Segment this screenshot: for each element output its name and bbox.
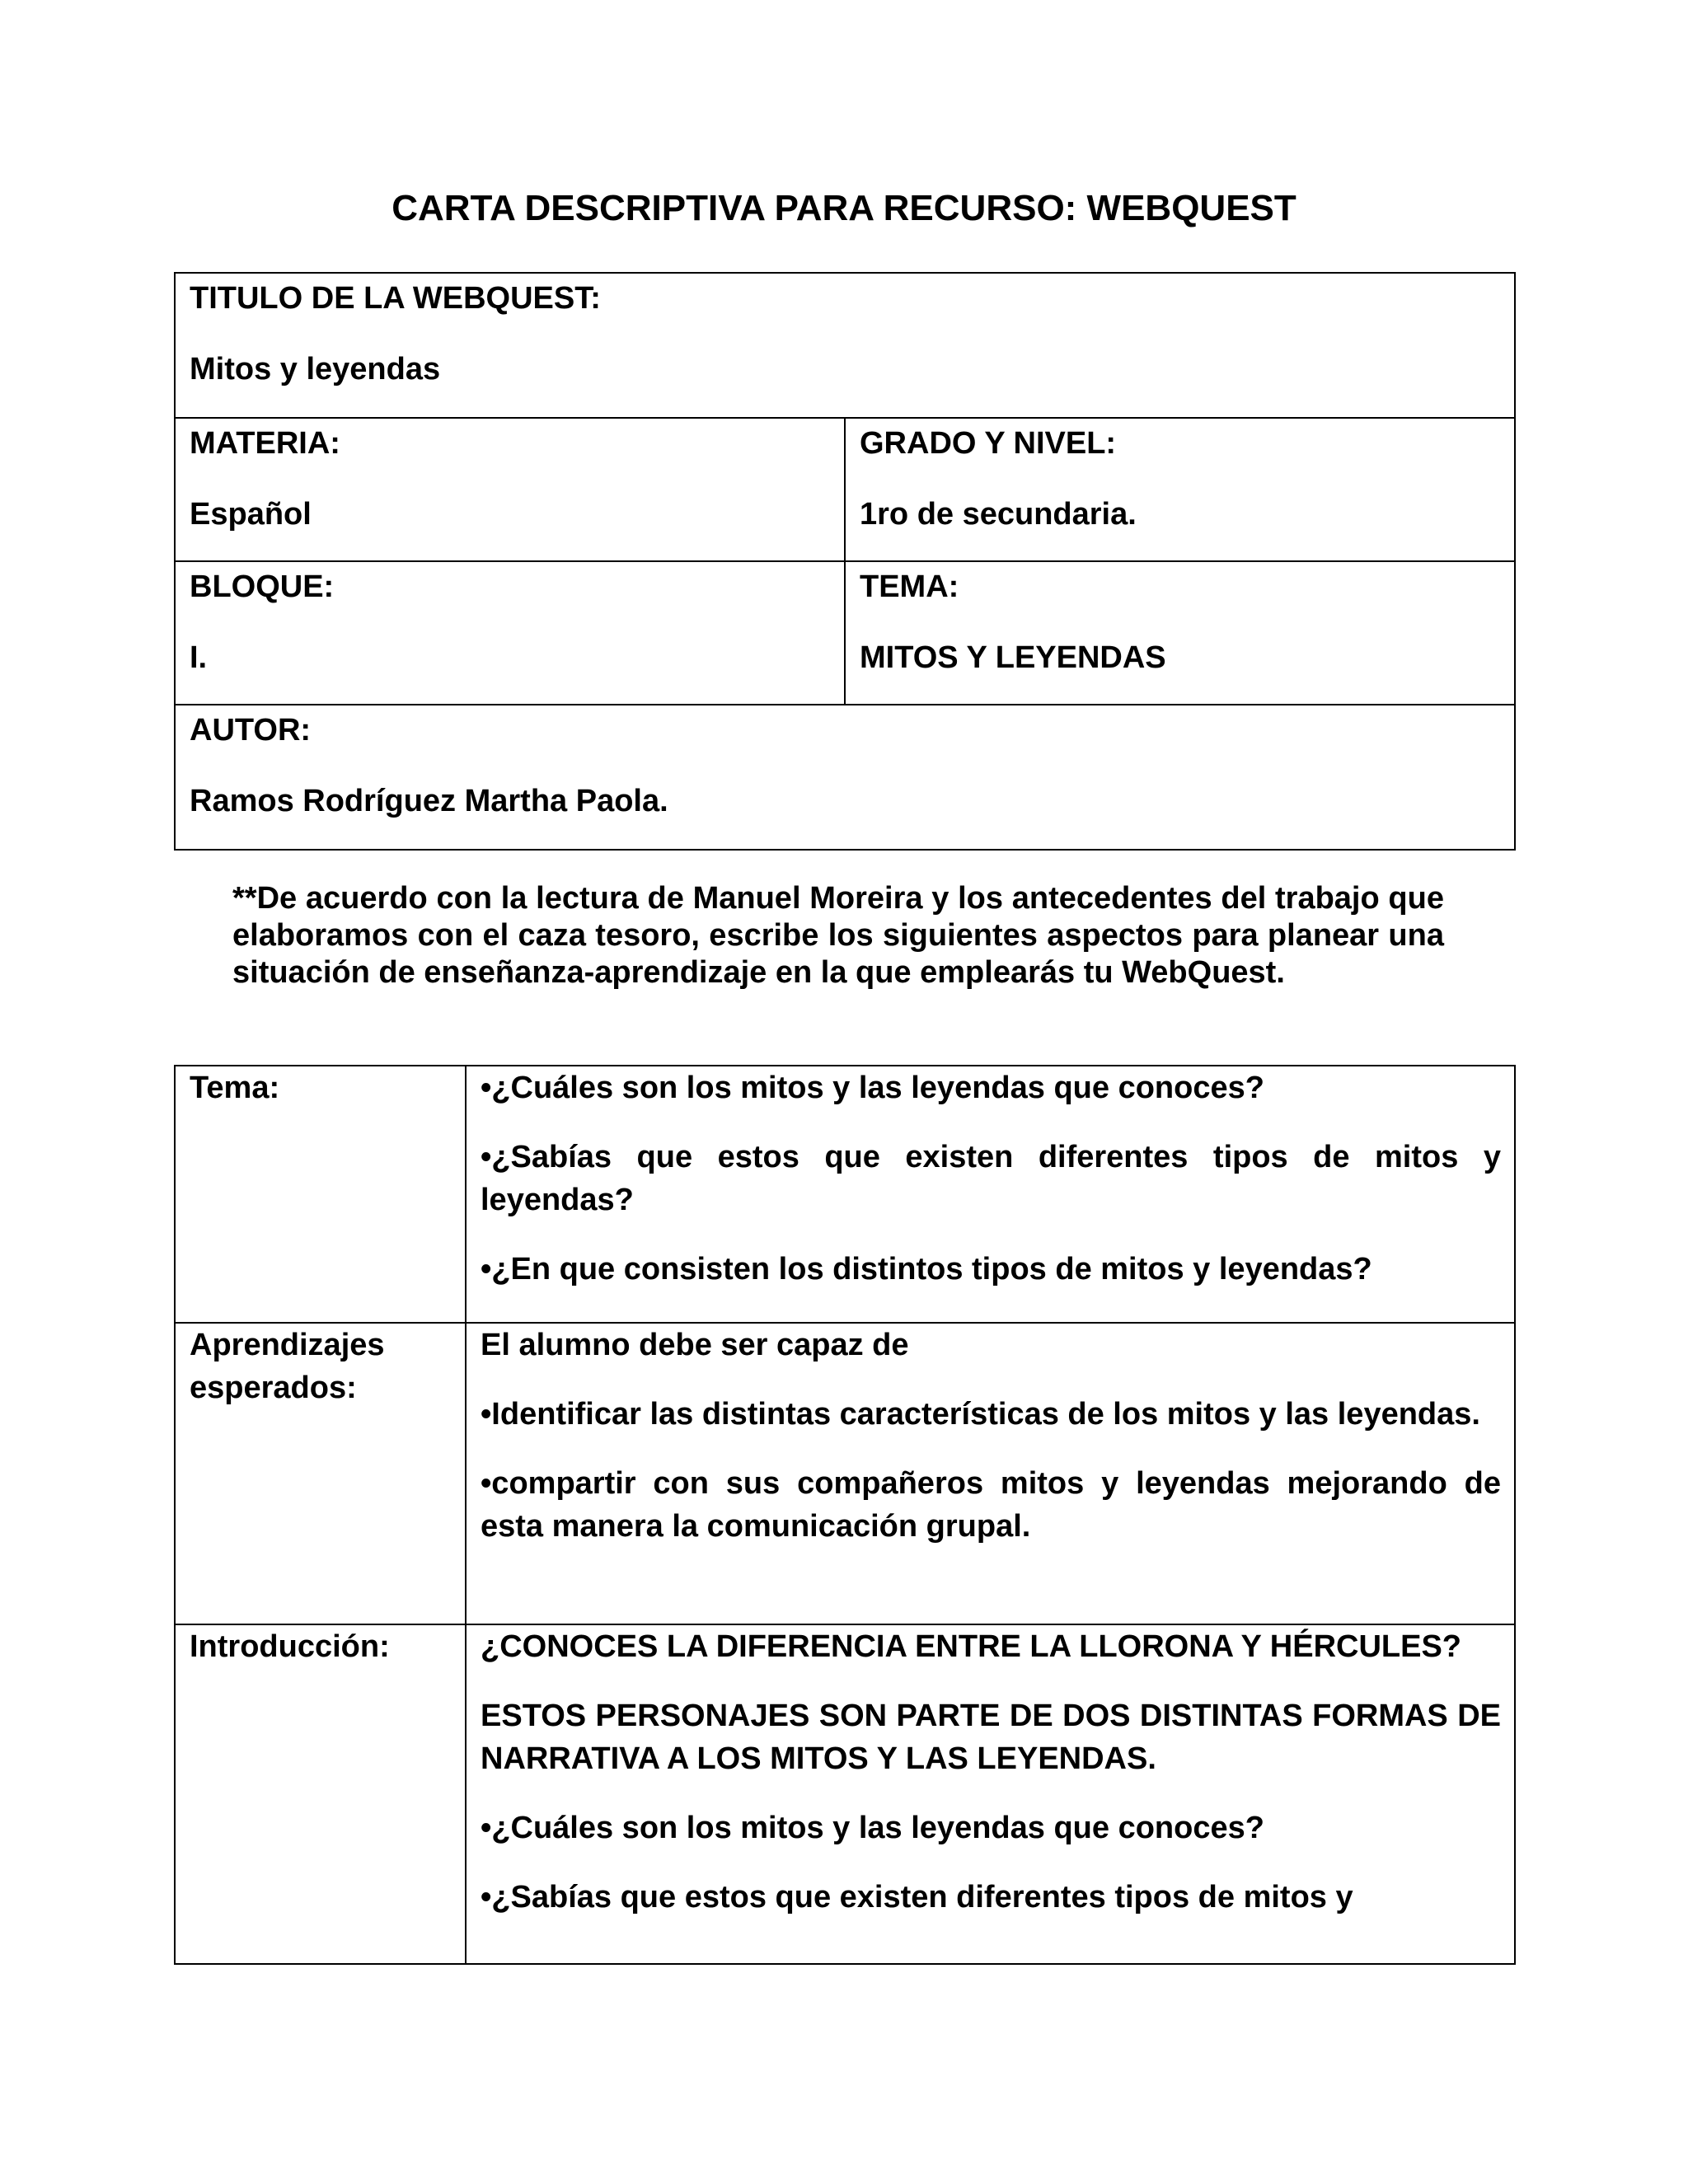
plan-row-tema: [175, 1066, 1515, 1323]
plan-content-introduccion: [466, 1624, 1515, 1964]
list-item: ¿CONOCES LA DIFERENCIA ENTRE LA LLORONA Y HÉRCULES?: [481, 1629, 1462, 1664]
titulo-value: Mitos y leyendas: [190, 352, 441, 387]
bloque-tema-row: [175, 561, 1515, 705]
plan-label-introduccion-text: Introducción:: [190, 1629, 390, 1664]
list-item: El alumno debe ser capaz de: [481, 1328, 909, 1362]
autor-label: AUTOR:: [190, 713, 312, 748]
titulo-cell: [175, 273, 1515, 418]
plan-label-tema: [175, 1066, 466, 1323]
list-item: •Identificar las distintas características de los mitos y las leyendas.: [481, 1397, 1480, 1432]
list-item: •compartir con sus compañeros mitos y leyendas mejorando de esta manera la comunicación grupal.: [481, 1466, 1501, 1544]
plan-label-tema-text: Tema:: [190, 1071, 280, 1105]
tema-cell: [845, 561, 1515, 705]
instructions-paragraph: **De acuerdo con la lectura de Manuel Moreira y los antecedentes del trabajo que elaboramos con el caza tesoro, escribe los siguientes aspectos para planear una situación de enseñanza-aprendizaje en la que emplearás tu WebQuest.: [232, 881, 1444, 990]
titulo-label: TITULO DE LA WEBQUEST:: [190, 281, 601, 316]
plan-row-introduccion: [175, 1624, 1515, 1964]
titulo-row: [175, 273, 1515, 418]
autor-cell: [175, 705, 1515, 850]
plan-row-aprendizajes: [175, 1323, 1515, 1624]
tema-label: TEMA:: [860, 569, 959, 604]
grado-label: GRADO Y NIVEL:: [860, 426, 1117, 461]
tema-value: MITOS Y LEYENDAS: [860, 640, 1166, 675]
autor-value: Ramos Rodríguez Martha Paola.: [190, 784, 668, 818]
planning-table: [174, 1065, 1516, 1965]
list-item: •¿Sabías que estos que existen diferentes tipos de mitos y: [481, 1880, 1353, 1915]
materia-cell: [175, 418, 845, 561]
autor-row: [175, 705, 1515, 850]
list-item: •¿En que consisten los distintos tipos de mitos y leyendas?: [481, 1252, 1372, 1286]
plan-content-tema: [466, 1066, 1515, 1323]
list-item: •¿Cuáles son los mitos y las leyendas que conoces?: [481, 1811, 1264, 1845]
bloque-value: I.: [190, 640, 208, 675]
bloque-cell: [175, 561, 845, 705]
webquest-info-table: [174, 272, 1516, 851]
list-item: •¿Sabías que estos que existen diferentes tipos de mitos y leyendas?: [481, 1140, 1501, 1217]
plan-label-introduccion: [175, 1624, 466, 1964]
grado-value: 1ro de secundaria.: [860, 497, 1137, 532]
materia-value: Español: [190, 497, 312, 532]
list-item: •¿Cuáles son los mitos y las leyendas que conoces?: [481, 1071, 1264, 1105]
materia-grado-row: [175, 418, 1515, 561]
materia-label: MATERIA:: [190, 426, 340, 461]
bloque-label: BLOQUE:: [190, 569, 335, 604]
plan-label-aprendizajes-text: Aprendizajes esperados:: [190, 1328, 385, 1405]
plan-label-aprendizajes: [175, 1323, 466, 1624]
document-title: CARTA DESCRIPTIVA PARA RECURSO: WEBQUEST: [392, 188, 1296, 228]
list-item: ESTOS PERSONAJES SON PARTE DE DOS DISTINTAS FORMAS DE NARRATIVA A LOS MITOS Y LAS LEYENDAS.: [481, 1699, 1501, 1776]
grado-cell: [845, 418, 1515, 561]
plan-content-aprendizajes: [466, 1323, 1515, 1624]
